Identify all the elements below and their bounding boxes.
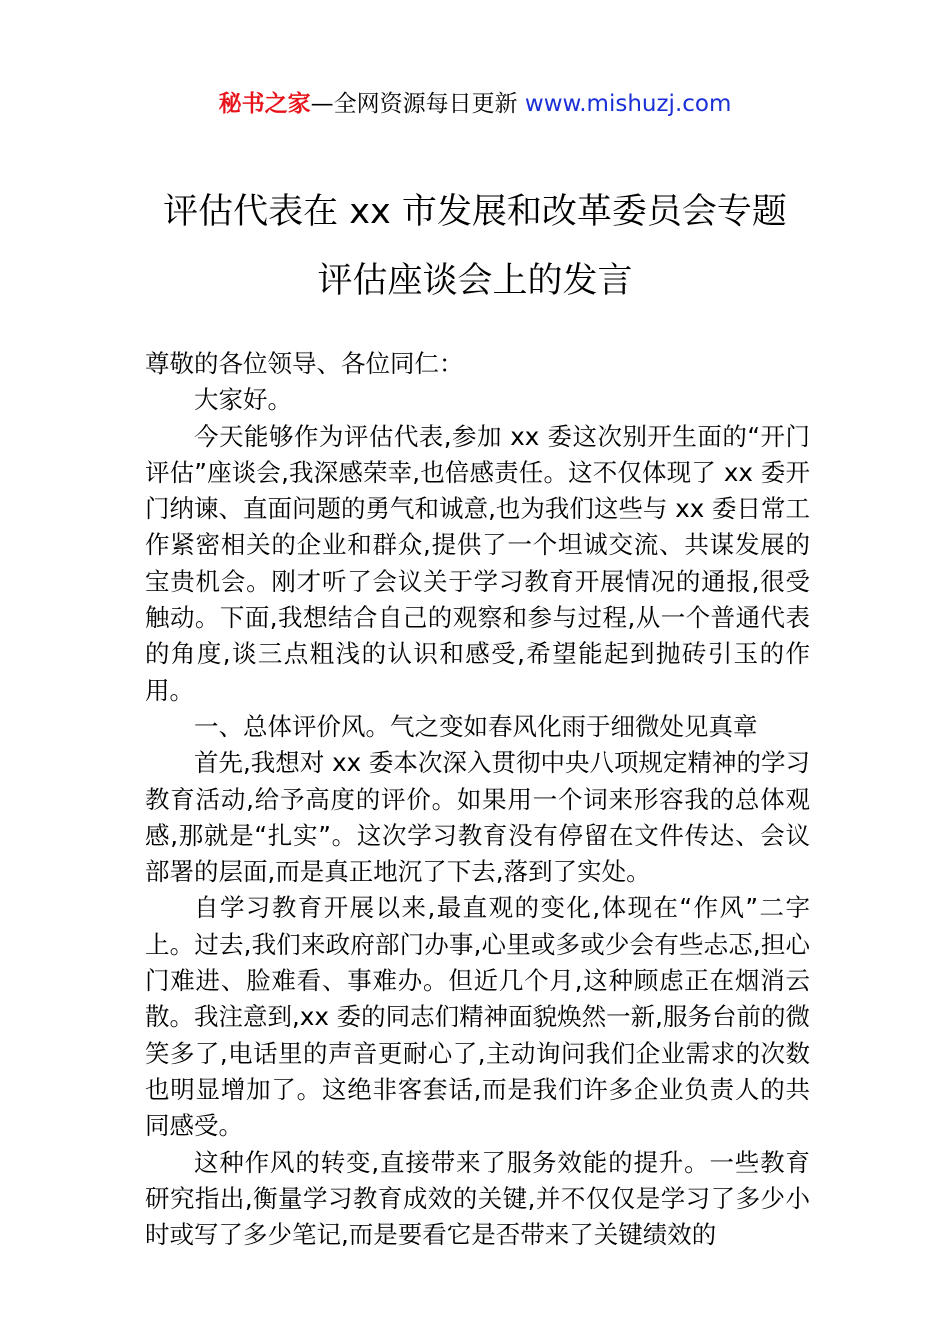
paragraph: 这种作风的转变,直接带来了服务效能的提升。一些教育研究指出,衡量学习教育成效的关键,并不仅仅是学习了多少小时或写了多少笔记,而是要看它是否带来了关键绩效的	[145, 1147, 810, 1250]
section-heading-1: 一、总体评价风。气之变如春风化雨于细微处见真章	[194, 711, 758, 741]
site-url-link[interactable]: www.mishuzj.com	[524, 91, 732, 117]
paragraph: 首先,我想对 xx 委本次深入贯彻中央八项规定精神的学习教育活动,给予高度的评价。如果用一个词来形容我的总体观感,那就是“扎实”。这次学习教育没有停留在文件传达、会议部署的层面,而是真正地沉了下去,落到了实处。	[145, 748, 810, 887]
document-title-line-2: 评估座谈会上的发言	[317, 261, 633, 301]
paragraph: 自学习教育开展以来,最直观的变化,体现在“作风”二字上。过去,我们来政府部门办事,心里或多或少会有些忐忑,担心门难进、脸难看、事难办。但近几个月,这种顾虑正在烟消云散。我注意到,xx 委的同志们精神面貌焕然一新,服务台前的微笑多了,电话里的声音更耐心了,主动询问我们企业需求的次数也明显增加了。这绝非客套话,而是我们许多企业负责人的共同感受。	[145, 893, 810, 1141]
site-banner	[0, 88, 950, 120]
banner-tagline: —全网资源每日更新	[310, 91, 525, 117]
salutation: 尊敬的各位领导、各位同仁：	[145, 349, 464, 378]
document-body	[145, 346, 810, 1253]
document-title-line-1: 评估代表在 xx 市发展和改革委员会专题	[163, 192, 787, 232]
paragraph-intro: 今天能够作为评估代表,参加 xx 委这次别开生面的“开门评估”座谈会,我深感荣幸,也倍感责任。这不仅体现了 xx 委开门纳谏、直面问题的勇气和诚意,也为我们这些与 xx 委日常工作紧密相关的企业和群众,提供了一个坦诚交流、共谋发展的宝贵机会。刚才听了会议关于学习教育开展情况的通报,很受触动。下面,我想结合自己的观察和参与过程,从一个普通代表的角度,谈三点粗浅的认识和感受,希望能起到抛砖引玉的作用。	[145, 421, 810, 705]
brand-name: 秘书之家	[218, 91, 311, 117]
paragraph-greeting: 大家好。	[194, 385, 292, 415]
